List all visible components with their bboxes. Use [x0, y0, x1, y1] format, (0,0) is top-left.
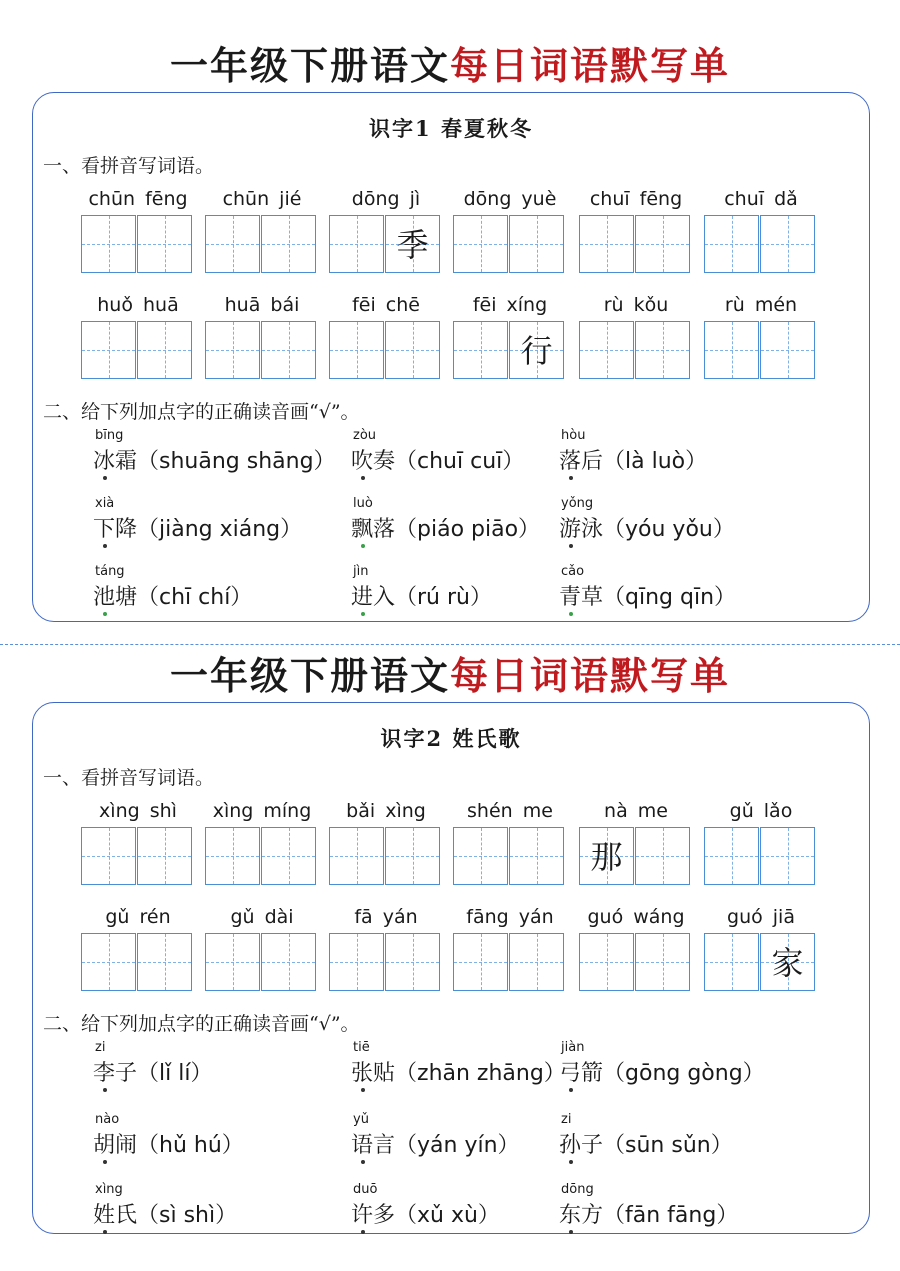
- pinyin-label: chuī dǎ: [724, 188, 798, 210]
- writing-cell[interactable]: [205, 321, 260, 379]
- writing-cell[interactable]: [137, 321, 192, 379]
- written-character: [262, 934, 315, 990]
- written-character: [705, 322, 758, 378]
- reading-options[interactable]: （rú rù）: [395, 585, 492, 610]
- writing-cell[interactable]: [635, 215, 690, 273]
- pinyin-label: gǔ dài: [230, 906, 294, 928]
- tianzige-boxes: [205, 215, 319, 273]
- writing-cell[interactable]: [137, 215, 192, 273]
- word-text: 吹奏: [351, 449, 396, 474]
- writing-cell[interactable]: [635, 827, 690, 885]
- written-character: 行: [520, 332, 553, 370]
- lesson-title: 识字2 姓氏歌: [380, 726, 522, 751]
- writing-cell[interactable]: [579, 933, 634, 991]
- writing-cell[interactable]: [760, 321, 815, 379]
- word-text: 青草: [559, 585, 604, 610]
- pinyin-label: xìng míng: [212, 800, 312, 822]
- written-character: [386, 322, 439, 378]
- pinyin-label: gǔ rén: [105, 906, 171, 928]
- written-character: [705, 216, 758, 272]
- emphasis-dot: [361, 476, 365, 480]
- writing-cell[interactable]: [261, 215, 316, 273]
- tianzige-boxes: [81, 827, 195, 885]
- pinyin-label: guó wáng: [587, 906, 685, 928]
- writing-cell[interactable]: [329, 321, 384, 379]
- writing-cell[interactable]: [760, 215, 815, 273]
- tianzige-boxes: [205, 321, 319, 379]
- writing-cell[interactable]: [704, 321, 759, 379]
- pinyin-label: dōng yuè: [463, 188, 557, 210]
- pinyin-label: dōng jì: [351, 188, 421, 210]
- title-highlight: 每日词语默写单: [450, 43, 731, 88]
- writing-cell[interactable]: [385, 827, 440, 885]
- emphasis-dot: [569, 612, 573, 616]
- tianzige-boxes: [453, 933, 567, 991]
- word-text: 游泳: [559, 517, 604, 542]
- annotation-pinyin: jiàn: [561, 1040, 585, 1055]
- written-character: [580, 322, 633, 378]
- emphasis-dot: [103, 1160, 107, 1164]
- writing-cell[interactable]: [579, 827, 634, 885]
- word-text: 孙子: [559, 1133, 604, 1158]
- annotation-pinyin: zi: [561, 1112, 572, 1127]
- written-character: [386, 828, 439, 884]
- annotation-pinyin: hòu: [561, 428, 586, 443]
- writing-cell[interactable]: [81, 321, 136, 379]
- written-character: [510, 934, 563, 990]
- writing-cell[interactable]: [509, 321, 564, 379]
- writing-cell[interactable]: [385, 933, 440, 991]
- writing-cell[interactable]: [453, 827, 508, 885]
- writing-cell[interactable]: [81, 827, 136, 885]
- word-text: 许多: [351, 1203, 396, 1228]
- reading-options[interactable]: （chuī cuī）: [395, 449, 525, 474]
- emphasis-dot: [569, 544, 573, 548]
- tianzige-boxes: [704, 321, 818, 379]
- writing-cell[interactable]: [81, 933, 136, 991]
- pinyin-label: rù kǒu: [603, 294, 669, 316]
- tianzige-boxes: [579, 321, 693, 379]
- written-character: 季: [396, 226, 429, 264]
- written-character: [636, 322, 689, 378]
- word-text: 冰霜: [93, 449, 138, 474]
- writing-cell[interactable]: [261, 933, 316, 991]
- written-character: [262, 322, 315, 378]
- written-character: [761, 828, 814, 884]
- section-divider: [0, 644, 900, 645]
- written-character: [82, 828, 135, 884]
- pinyin-label: fēi chē: [352, 294, 420, 316]
- page-title: [0, 654, 900, 698]
- word-text: 落后: [559, 449, 604, 474]
- tianzige-boxes: [81, 933, 195, 991]
- emphasis-dot: [103, 1088, 107, 1092]
- emphasis-dot: [361, 612, 365, 616]
- pinyin-label: gǔ lǎo: [729, 800, 793, 822]
- emphasis-dot: [103, 476, 107, 480]
- pinyin-label: guó jiā: [727, 906, 795, 928]
- written-character: [262, 216, 315, 272]
- written-character: [454, 322, 507, 378]
- pinyin-label: bǎi xìng: [346, 800, 426, 822]
- written-character: [82, 216, 135, 272]
- emphasis-dot: [361, 1160, 365, 1164]
- word-text: 姓氏: [93, 1203, 138, 1228]
- reading-options[interactable]: （gōng gòng）: [603, 1061, 765, 1086]
- annotation-pinyin: duō: [353, 1182, 378, 1197]
- tianzige-boxes: [329, 215, 443, 273]
- written-character: [636, 828, 689, 884]
- tianzige-boxes: [579, 215, 693, 273]
- written-character: [138, 934, 191, 990]
- written-character: [454, 216, 507, 272]
- emphasis-dot: [361, 1088, 365, 1092]
- annotation-pinyin: xià: [95, 496, 115, 511]
- written-character: 家: [771, 944, 804, 982]
- written-character: [636, 216, 689, 272]
- writing-cell[interactable]: [205, 827, 260, 885]
- word-text: 东方: [559, 1203, 604, 1228]
- written-character: [262, 828, 315, 884]
- pinyin-label: fā yán: [354, 906, 418, 928]
- emphasis-dot: [103, 612, 107, 616]
- annotation-pinyin: xìng: [95, 1182, 123, 1197]
- emphasis-dot: [569, 476, 573, 480]
- annotation-pinyin: luò: [353, 496, 373, 511]
- written-character: [386, 934, 439, 990]
- written-character: [510, 828, 563, 884]
- written-character: [206, 828, 259, 884]
- writing-cell[interactable]: [704, 933, 759, 991]
- written-character: [761, 322, 814, 378]
- reading-options[interactable]: （piáo piāo）: [395, 517, 541, 542]
- annotation-pinyin: nào: [95, 1112, 120, 1127]
- writing-cell[interactable]: [205, 933, 260, 991]
- written-character: [138, 216, 191, 272]
- pinyin-label: chuī fēng: [589, 188, 683, 210]
- written-character: [82, 934, 135, 990]
- word-text: 李子: [93, 1061, 138, 1086]
- tianzige-boxes: [329, 827, 443, 885]
- tianzige-boxes: [329, 933, 443, 991]
- written-character: 那: [590, 838, 623, 876]
- reading-options[interactable]: （hǔ hú）: [137, 1133, 244, 1158]
- written-character: [330, 828, 383, 884]
- written-character: [82, 322, 135, 378]
- writing-cell[interactable]: [635, 933, 690, 991]
- written-character: [761, 216, 814, 272]
- emphasis-dot: [361, 544, 365, 548]
- written-character: [636, 934, 689, 990]
- word-text: 飘落: [351, 517, 396, 542]
- written-character: [206, 934, 259, 990]
- pinyin-label: fēi xíng: [472, 294, 548, 316]
- reading-options[interactable]: （chī chí）: [137, 585, 253, 610]
- tianzige-boxes: [579, 827, 693, 885]
- writing-cell[interactable]: [261, 321, 316, 379]
- pinyin-label: chūn fēng: [88, 188, 188, 210]
- writing-cell[interactable]: [704, 215, 759, 273]
- written-character: [510, 216, 563, 272]
- annotation-pinyin: jìn: [353, 564, 369, 579]
- question-2-heading: 二、给下列加点字的正确读音画“√”。: [43, 1013, 360, 1035]
- writing-cell[interactable]: [137, 933, 192, 991]
- tianzige-boxes: [453, 827, 567, 885]
- written-character: [138, 322, 191, 378]
- writing-cell[interactable]: [385, 321, 440, 379]
- writing-cell[interactable]: [635, 321, 690, 379]
- written-character: [454, 934, 507, 990]
- worksheet-panel: [32, 92, 870, 622]
- reading-options[interactable]: （shuāng shāng）: [137, 449, 336, 474]
- tianzige-boxes: [579, 933, 693, 991]
- tianzige-boxes: [205, 827, 319, 885]
- worksheet-panel: [32, 702, 870, 1234]
- tianzige-boxes: [205, 933, 319, 991]
- written-character: [206, 322, 259, 378]
- emphasis-dot: [103, 1230, 107, 1234]
- writing-cell[interactable]: [81, 215, 136, 273]
- pinyin-label: huā bái: [224, 294, 300, 316]
- written-character: [580, 216, 633, 272]
- reading-options[interactable]: （sì shì）: [137, 1203, 238, 1228]
- reading-options[interactable]: （là luò）: [603, 449, 708, 474]
- reading-options[interactable]: （yóu yǒu）: [603, 517, 735, 542]
- writing-cell[interactable]: [579, 321, 634, 379]
- annotation-pinyin: zi: [95, 1040, 106, 1055]
- writing-cell[interactable]: [453, 933, 508, 991]
- title-main: 一年级下册语文: [169, 43, 450, 88]
- writing-cell[interactable]: [385, 215, 440, 273]
- question-2-heading: 二、给下列加点字的正确读音画“√”。: [43, 401, 360, 423]
- writing-cell[interactable]: [704, 827, 759, 885]
- tianzige-boxes: [81, 321, 195, 379]
- written-character: [705, 934, 758, 990]
- reading-options[interactable]: （yán yín）: [395, 1133, 520, 1158]
- pinyin-label: fāng yán: [466, 906, 554, 928]
- annotation-pinyin: tiē: [353, 1040, 370, 1055]
- writing-cell[interactable]: [329, 827, 384, 885]
- written-character: [330, 934, 383, 990]
- reading-options[interactable]: （zhān zhāng）: [395, 1061, 566, 1086]
- word-text: 池塘: [93, 585, 138, 610]
- pinyin-label: huǒ huā: [97, 294, 179, 316]
- written-character: [138, 828, 191, 884]
- written-character: [580, 934, 633, 990]
- tianzige-boxes: [704, 827, 818, 885]
- annotation-pinyin: zòu: [353, 428, 377, 443]
- annotation-pinyin: yǔ: [353, 1112, 369, 1127]
- word-text: 下降: [93, 517, 138, 542]
- annotation-pinyin: táng: [95, 564, 125, 579]
- tianzige-boxes: [81, 215, 195, 273]
- tianzige-boxes: [329, 321, 443, 379]
- tianzige-boxes: [704, 215, 818, 273]
- writing-cell[interactable]: [579, 215, 634, 273]
- reading-options[interactable]: （qīng qīn）: [603, 585, 737, 610]
- pinyin-label: shén me: [467, 800, 553, 822]
- writing-cell[interactable]: [760, 827, 815, 885]
- page-title: [0, 44, 900, 88]
- reading-options[interactable]: （jiàng xiáng）: [137, 517, 303, 542]
- annotation-pinyin: bīng: [95, 428, 124, 443]
- writing-cell[interactable]: [509, 933, 564, 991]
- pinyin-label: rù mén: [724, 294, 798, 316]
- title-main: 一年级下册语文: [169, 653, 450, 698]
- pinyin-label: chūn jié: [222, 188, 302, 210]
- writing-cell[interactable]: [205, 215, 260, 273]
- emphasis-dot: [569, 1230, 573, 1234]
- writing-cell[interactable]: [453, 321, 508, 379]
- written-character: [454, 828, 507, 884]
- tianzige-boxes: [704, 933, 818, 991]
- title-highlight: 每日词语默写单: [450, 653, 731, 698]
- reading-options[interactable]: （sūn sǔn）: [603, 1133, 733, 1158]
- written-character: [330, 322, 383, 378]
- reading-options[interactable]: （fān fāng）: [603, 1203, 739, 1228]
- writing-cell[interactable]: [137, 827, 192, 885]
- writing-cell[interactable]: [329, 933, 384, 991]
- word-text: 张贴: [351, 1061, 396, 1086]
- word-text: 胡闹: [93, 1133, 138, 1158]
- pinyin-label: xìng shì: [99, 800, 177, 822]
- word-text: 进入: [351, 585, 396, 610]
- question-1-heading: 一、看拼音写词语。: [43, 155, 215, 177]
- written-character: [330, 216, 383, 272]
- tianzige-boxes: [453, 321, 567, 379]
- writing-cell[interactable]: [261, 827, 316, 885]
- question-1-heading: 一、看拼音写词语。: [43, 767, 215, 789]
- tianzige-boxes: [453, 215, 567, 273]
- emphasis-dot: [361, 1230, 365, 1234]
- word-text: 弓箭: [559, 1061, 604, 1086]
- writing-cell[interactable]: [329, 215, 384, 273]
- annotation-pinyin: yǒng: [561, 496, 594, 511]
- lesson-title: 识字1 春夏秋冬: [369, 116, 533, 141]
- writing-cell[interactable]: [509, 215, 564, 273]
- writing-cell[interactable]: [760, 933, 815, 991]
- reading-options[interactable]: （lǐ lí）: [137, 1061, 213, 1086]
- annotation-pinyin: cǎo: [561, 564, 585, 579]
- word-text: 语言: [351, 1133, 396, 1158]
- writing-cell[interactable]: [453, 215, 508, 273]
- annotation-pinyin: dōng: [561, 1182, 594, 1197]
- written-character: [705, 828, 758, 884]
- emphasis-dot: [103, 544, 107, 548]
- pinyin-label: nà me: [604, 800, 668, 822]
- writing-cell[interactable]: [509, 827, 564, 885]
- emphasis-dot: [569, 1160, 573, 1164]
- reading-options[interactable]: （xǔ xù）: [395, 1203, 500, 1228]
- written-character: [206, 216, 259, 272]
- emphasis-dot: [569, 1088, 573, 1092]
